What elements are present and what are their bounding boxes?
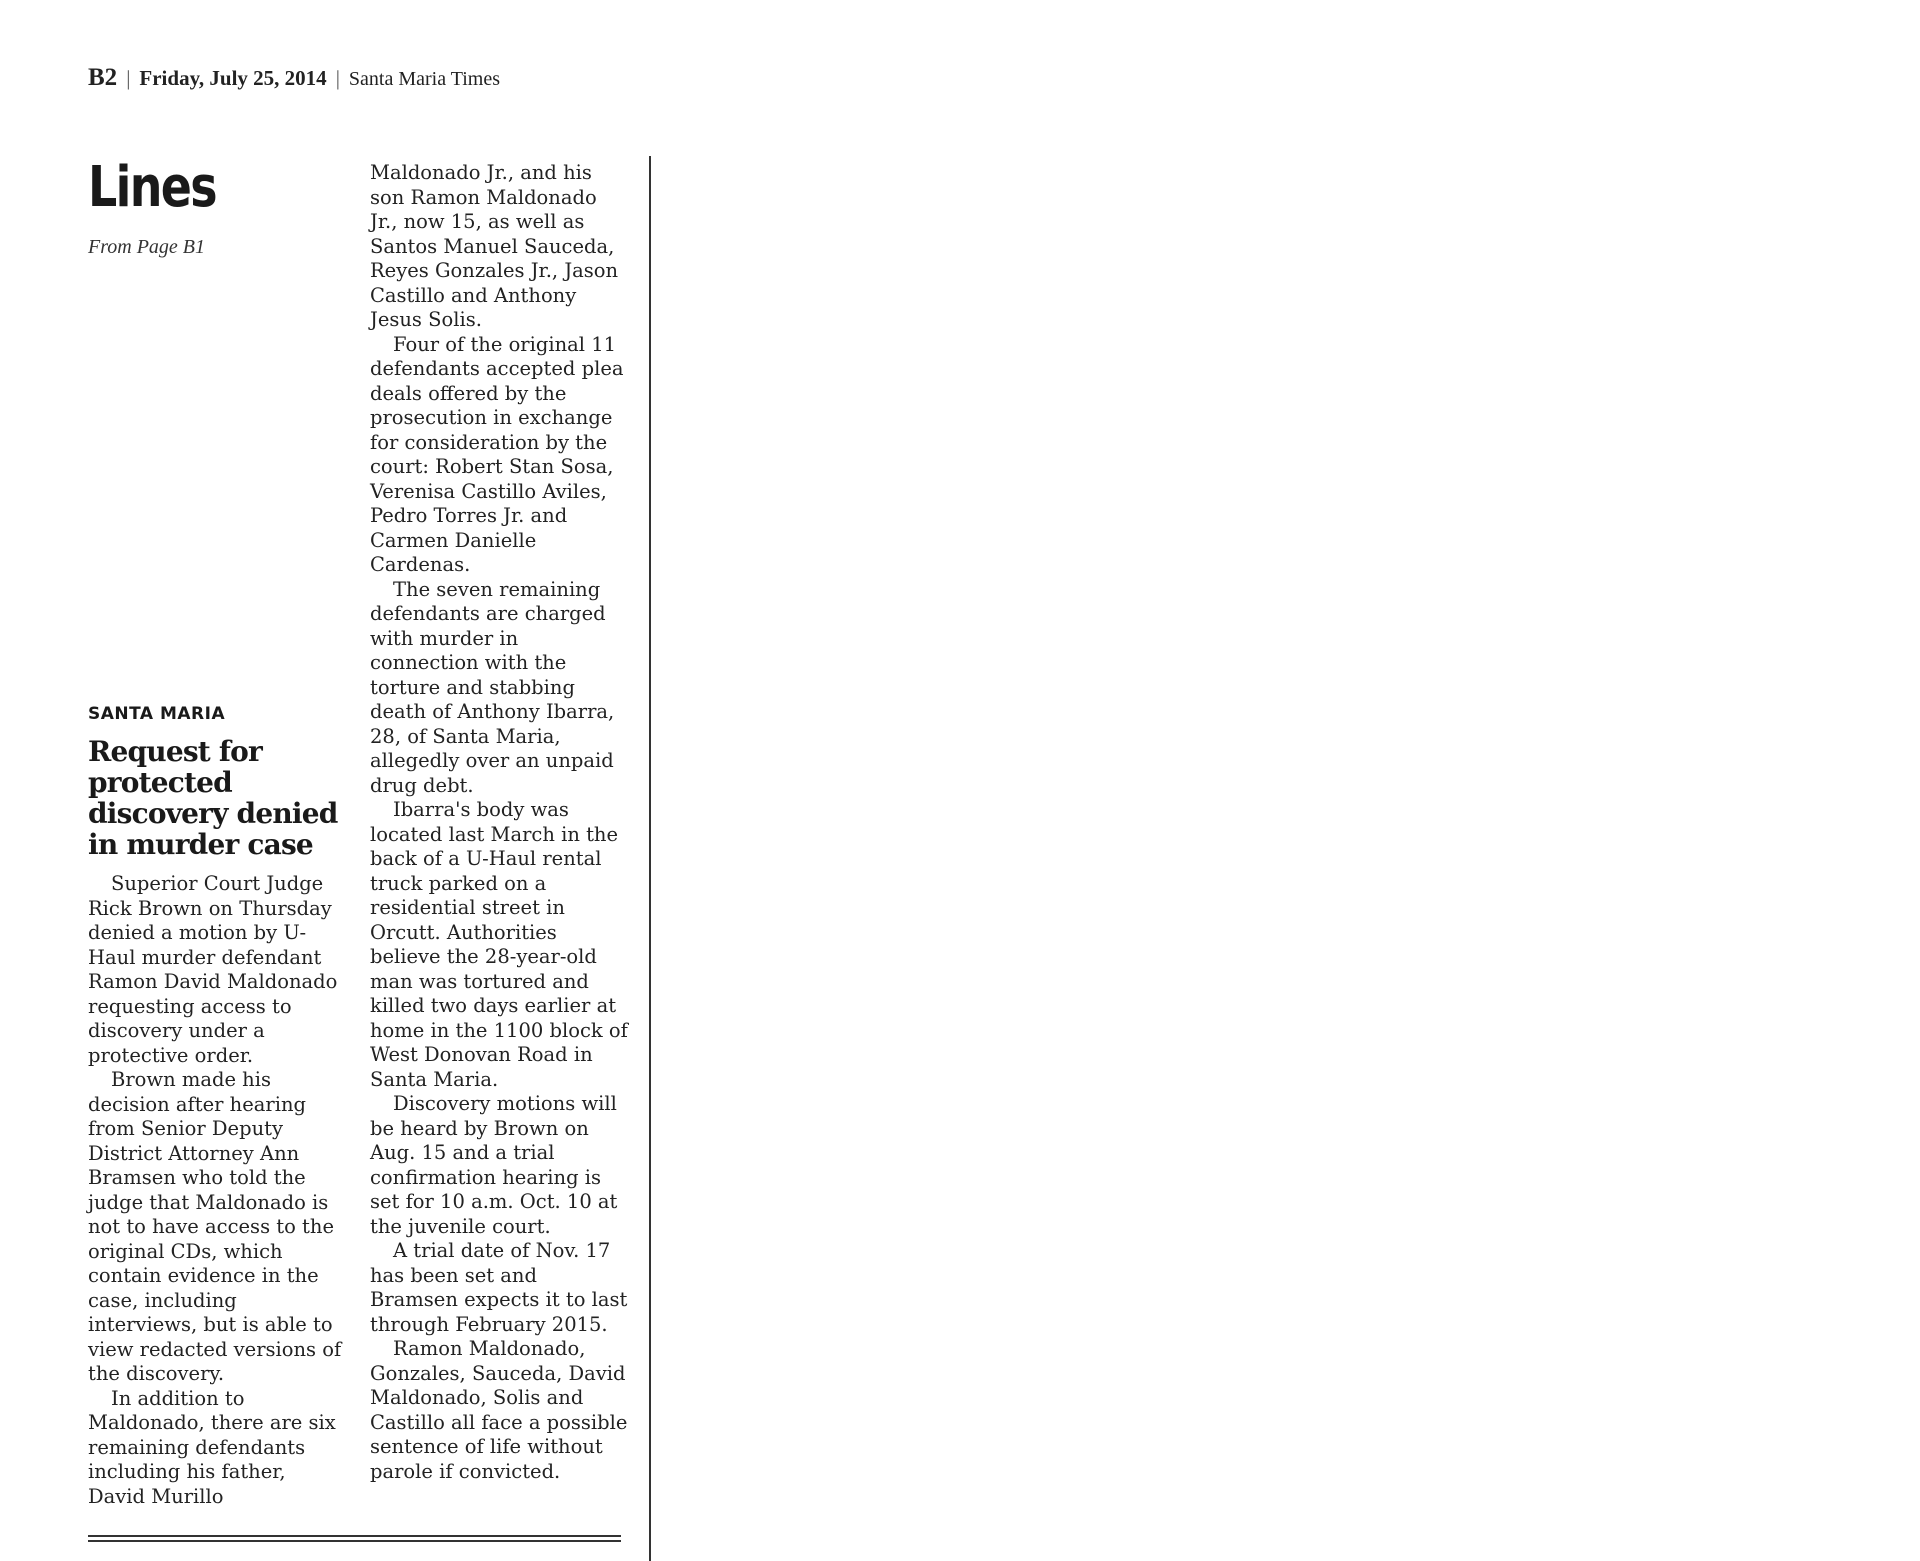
article-paragraph: Ramon Maldonado, Gonzales, Sauceda, David Maldonado, Solis and Castillo all face a possible sentence of life without parole if convicted. bbox=[370, 1337, 628, 1483]
article-paragraph: Four of the original 11 defendants accepted plea deals offered by the prosecution in exchange for consideration by the court: Robert Stan Sosa, Verenisa Castillo Aviles, Pedro Torres Jr. and Carmen Danielle Cardenas. bbox=[370, 332, 624, 576]
article-paragraph: In addition to Maldonado, there are six remaining defendants including his father, David Murillo bbox=[88, 1386, 336, 1508]
article-column-2 bbox=[370, 161, 630, 1484]
article-paragraph: Discovery motions will be heard by Brown on Aug. 15 and a trial confirmation hearing is set for 10 a.m. Oct. 10 at the juvenile court. bbox=[370, 1092, 618, 1238]
article-paragraph: Superior Court Judge Rick Brown on Thursday denied a motion by U-Haul murder defendant Ramon David Maldonado requesting access to discovery under a protective order. bbox=[88, 872, 338, 1067]
article-header bbox=[88, 704, 348, 870]
article-paragraph: A trial date of Nov. 17 has been set and Bramsen expects it to last through February 2015. bbox=[370, 1239, 628, 1336]
article-paragraph-continued: Maldonado Jr., and his son Ramon Maldonado Jr., now 15, as well as Santos Manuel Sauceda, Reyes Gonzales Jr., Jason Castillo and Anthony Jesus Solis. bbox=[370, 161, 619, 331]
article-kicker: SANTA MARIA bbox=[88, 704, 226, 724]
article-column-1 bbox=[88, 872, 348, 1509]
column-divider bbox=[649, 156, 651, 1561]
page-number: B2 bbox=[88, 64, 118, 91]
folio-separator: | bbox=[335, 66, 340, 90]
article-headline: Request for protected discovery denied in murder case bbox=[88, 735, 338, 861]
newspaper-name: Santa Maria Times bbox=[348, 68, 501, 90]
publication-date: Friday, July 25, 2014 bbox=[139, 66, 327, 90]
article-paragraph: The seven remaining defendants are charged with murder in connection with the torture and stabbing death of Anthony Ibarra, 28, of Santa Maria, allegedly over an unpaid drug debt. bbox=[370, 577, 615, 797]
article-paragraph: Brown made his decision after hearing from Senior Deputy District Attorney Ann Bramsen who told the judge that Maldonado is not to have access to the original CDs, which contain evidence in the case, including interviews, but is able to view redacted versions of the discovery. bbox=[88, 1068, 342, 1385]
page-folio bbox=[88, 64, 500, 92]
jump-headline: Lines bbox=[88, 155, 216, 220]
folio-separator: | bbox=[126, 66, 131, 90]
article-end-rule bbox=[88, 1535, 621, 1542]
article-paragraph: Ibarra's body was located last March in the back of a U-Haul rental truck parked on a residential street in Orcutt. Authorities believe the 28-year-old man was tortured and killed two days earlier at home in the 1100 block of West Donovan Road in Santa Maria. bbox=[370, 798, 628, 1091]
jump-line: From Page B1 bbox=[88, 236, 206, 258]
